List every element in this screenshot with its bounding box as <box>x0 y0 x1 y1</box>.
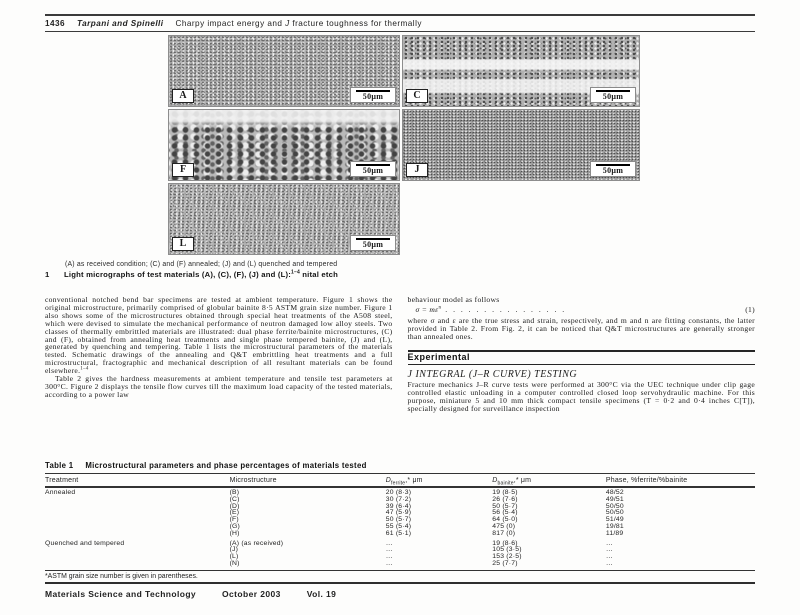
table-1 <box>45 461 755 580</box>
paragraph-text: conventional notched bend bar specimens are tested at ambient temperature. Figure 1 shows the original microstructure, primarily comprised of globular bainite 8·5 ASTM grain size number. Figure 1 also shows some of the microstructures obtained through special heat treatments of the A508 steel, which were devised to simulate the mechanical performance of neutron damaged low alloy steels. Two classes of thermally embrittled materials are illustrated: dual phase ferrite/bainite microstructures, (C) and (F), obtained from annealing heat treatments and single phase tempered bainite, (J) and (L), generated by quenching and tempering. Table 1 lists the microstructural parameters of the materials tested. Schematic drawings of the annealing and Q&T embrittling heat treatments and a full microstructural, fractographic and mechanical description of all resultant materials can be found elsewhere. <box>45 295 393 376</box>
table-cell: 817 (0) <box>492 529 516 537</box>
body-columns <box>45 296 755 413</box>
table-cell: (G) <box>229 522 241 530</box>
table-cell: 19 (8·6) <box>492 539 518 547</box>
scale-bar-label: 50μm <box>362 240 384 249</box>
figure-caption-tail: nital etch <box>299 270 339 279</box>
table-cell: 64 (5·0) <box>492 516 518 524</box>
table-cell: 56 (5·4) <box>492 509 518 517</box>
table-row <box>45 554 755 561</box>
micrograph-panel-J <box>402 109 640 181</box>
table-cell: (L) <box>229 553 239 561</box>
figure-1 <box>168 35 640 255</box>
scale-bar-label: 50μm <box>362 92 384 101</box>
table-head <box>45 474 755 487</box>
table-cell: 19/81 <box>605 522 624 530</box>
paragraph: behaviour model as follows <box>407 295 500 304</box>
equation-leader-dots: . . . . . . . . . . . . . . . . <box>445 305 567 314</box>
figure-caption <box>45 270 755 279</box>
table-title <box>45 461 755 474</box>
micrograph-panel-C <box>402 35 640 107</box>
table-cell: … <box>385 553 393 561</box>
table-cell: … <box>385 546 393 554</box>
table-cell: 26 (7·6) <box>492 495 518 503</box>
table-cell: 50 (5·7) <box>492 502 518 510</box>
micrograph-panel-F <box>168 109 400 181</box>
table-cell: 49/51 <box>605 495 624 503</box>
table-cell: Quenched and tempered <box>45 539 125 547</box>
journal-issue: October 2003 <box>222 589 281 599</box>
running-header-title-italic: J <box>285 18 290 28</box>
table-cell: 51/49 <box>605 516 624 524</box>
column-header: Treatment <box>45 474 230 487</box>
table-cell <box>45 561 230 568</box>
table-row <box>45 538 755 548</box>
figure-caption-main: Light micrographs of test materials (A), (C), (F), (J) and (L): <box>64 270 291 279</box>
table-cell <box>45 524 230 531</box>
scale-bar <box>350 161 396 177</box>
table-cell: 19 (8·5) <box>492 489 518 496</box>
table-cell: 61 (5·1) <box>385 529 412 537</box>
table-title-text: Microstructural parameters and phase percentages of materials tested <box>85 461 367 470</box>
table-row <box>45 561 755 568</box>
table-label: Table 1 <box>45 461 74 470</box>
right-column <box>408 296 756 413</box>
table-cell: (J) <box>229 546 239 554</box>
table-cell: (B) <box>229 489 240 496</box>
table-cell: 55 (5·4) <box>385 522 412 530</box>
left-column <box>45 296 393 413</box>
running-header <box>45 14 755 32</box>
scale-bar <box>590 87 636 103</box>
table-1-grid <box>45 474 755 568</box>
equation-exponent: n <box>438 305 442 311</box>
scale-bar <box>350 87 396 103</box>
table-cell: 105 (3·5) <box>492 546 522 554</box>
running-header-authors: Tarpani and Spinelli <box>77 18 164 28</box>
scale-bar-label: 50μm <box>362 166 384 175</box>
table-cell: 50/50 <box>605 509 624 517</box>
table-cell: … <box>605 559 613 567</box>
table-header-row <box>45 474 755 487</box>
figure-note: (A) as received condition; (C) and (F) annealed; (J) and (L) quenched and tempered <box>65 261 338 268</box>
table-cell: 20 (8·3) <box>385 489 412 496</box>
table-cell: … <box>385 539 393 547</box>
panel-letter: A <box>172 89 194 103</box>
table-cell: 25 (7·7) <box>492 559 518 567</box>
table-cell: 50/50 <box>605 502 624 510</box>
micrograph-panel-A <box>168 35 400 107</box>
figure-caption-references: 1–4 <box>291 269 300 276</box>
panel-letter: F <box>172 163 194 177</box>
column-header: $D_{bainite},*$ μm <box>492 474 606 487</box>
scale-bar <box>350 235 396 251</box>
figure-caption-number: 1 <box>45 270 50 279</box>
table-cell <box>45 497 230 504</box>
table-cell: (E) <box>229 509 240 517</box>
equation-expression <box>416 306 442 314</box>
table-cell: 475 (0) <box>492 522 516 530</box>
column-header: Phase, %ferrite/%bainite <box>606 474 755 487</box>
running-header-title-post: fracture toughness for thermally <box>289 18 422 28</box>
table-cell <box>45 531 230 538</box>
reference-superscript: 1–4 <box>80 366 89 372</box>
table-cell <box>45 504 230 511</box>
panel-letter: J <box>406 163 428 177</box>
table-cell: (F) <box>229 516 239 524</box>
scale-bar <box>590 161 636 177</box>
page-number: 1436 <box>45 18 66 28</box>
paragraph: Table 2 gives the hardness measurements at ambient temperature and tensile test parameters at 300°C. Figure 2 displays the tensile flow curves till the maximum load capacity of the tested materials, according to a power law <box>45 374 393 399</box>
table-body <box>45 487 755 568</box>
section-heading-experimental <box>408 350 756 366</box>
table-row <box>45 531 755 538</box>
table-cell <box>45 554 230 561</box>
table-cell: (C) <box>229 495 240 503</box>
column-header: $D_{ferrite},*$ μm <box>386 474 493 487</box>
table-cell: 30 (7·2) <box>385 495 412 503</box>
table-cell: (H) <box>229 529 240 537</box>
subsection-heading: J INTEGRAL (J–R CURVE) TESTING <box>407 369 578 381</box>
section-heading-text: Experimental <box>407 352 471 363</box>
table-cell: Annealed <box>45 489 76 496</box>
table-cell: 11/89 <box>605 529 624 537</box>
scale-bar-label: 50μm <box>602 92 624 101</box>
table-cell: 48/52 <box>605 489 624 496</box>
table-cell <box>45 510 230 517</box>
table-cell: (A) (as received) <box>229 539 284 547</box>
table-cell: 47 (5·9) <box>385 509 412 517</box>
table-cell: 39 (6·4) <box>385 502 412 510</box>
figure-grid <box>168 35 640 255</box>
table-row <box>45 547 755 554</box>
table-cell: 153 (2·5) <box>492 553 522 561</box>
paragraph: where σ and ε are the true stress and strain, respectively, and m and n are fitting constants, the latter provided in Table 2. From Fig. 2, it can be noticed that Q&T microstructures are generally stronger than annealed ones. <box>407 315 755 341</box>
table-cell: (N) <box>229 559 240 567</box>
table-cell: … <box>605 546 613 554</box>
paragraph: Fracture mechanics J–R curve tests were performed at 300°C via the UEC technique under clip gage controlled elastic unloading in a computer controlled closed loop servohydraulic machine. For this purpose, miniature 5 and 10 mm thick compact tensile specimens (T = 0·2 and 0·4 inches C[T]), specially designed for surveillance inspection <box>407 380 755 414</box>
table-cell <box>45 517 230 524</box>
table-cell <box>45 547 230 554</box>
journal-name: Materials Science and Technology <box>45 589 197 599</box>
equation-number: (1) <box>745 304 755 314</box>
table-cell: … <box>605 539 613 547</box>
table-footnote: *ASTM grain size number is given in parentheses. <box>45 570 755 581</box>
panel-letter: C <box>406 89 428 103</box>
equation-body: σ = mε <box>415 304 439 314</box>
table-cell: … <box>385 559 393 567</box>
table-cell: … <box>605 553 613 561</box>
running-header-title <box>176 19 422 28</box>
table-cell: (D) <box>229 502 240 510</box>
scale-bar-label: 50μm <box>602 166 624 175</box>
journal-footer <box>45 582 755 599</box>
equation-1 <box>408 304 756 317</box>
table-cell: 50 (5·7) <box>385 516 412 524</box>
journal-volume: Vol. 19 <box>306 589 337 599</box>
running-header-title-pre: Charpy impact energy and <box>175 18 286 28</box>
column-header: Microstructure <box>230 474 386 487</box>
micrograph-panel-L <box>168 183 400 255</box>
paragraph <box>45 296 393 375</box>
panel-letter: L <box>172 237 194 251</box>
